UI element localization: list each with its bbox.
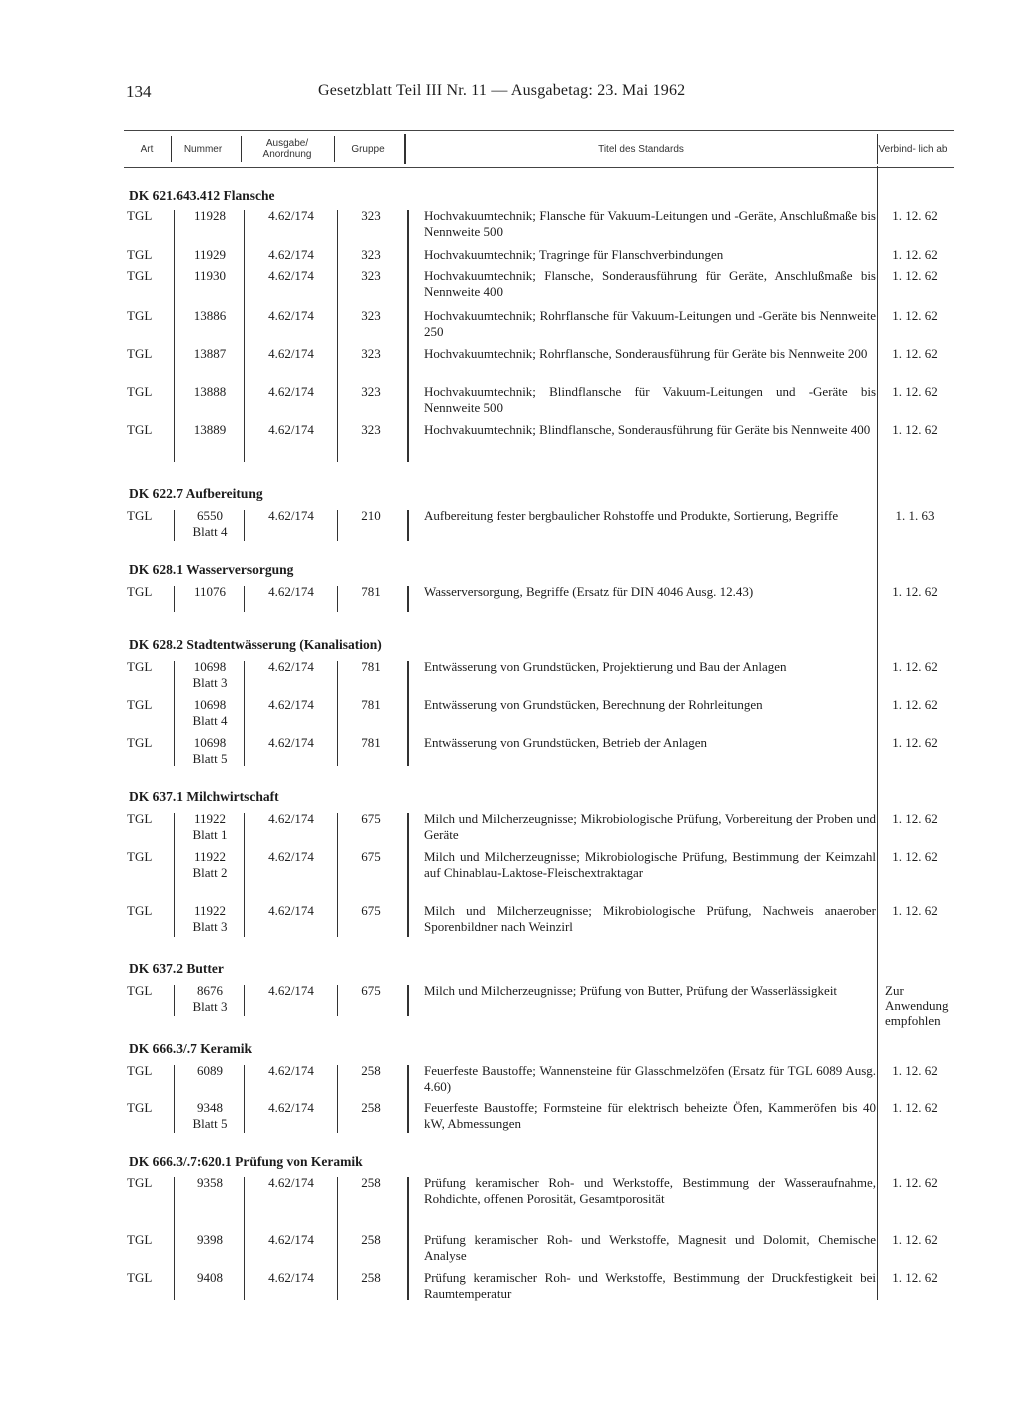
cell-art: TGL [127,508,153,523]
cell-ausgabe: 4.62/174 [268,346,314,361]
cell-gruppe: 258 [361,1100,381,1115]
cell-nummer: 8676 [197,983,223,998]
column-rule [337,985,338,1016]
cell-gruppe: 258 [361,1232,381,1247]
column-rule [174,510,175,541]
column-rule [244,586,245,612]
cell-titel: Prüfung keramischer Roh- und Werkstoffe, Bestimmung der Wasseraufnahme, Rohdichte, offenen Porosität, Gesamtporosität [424,1175,876,1206]
cell-art: TGL [127,811,153,826]
cell-gruppe: 323 [361,308,381,323]
cell-verbindlich: 1. 12. 62 [892,1232,938,1247]
cell-verbindlich: 1. 12. 62 [892,1175,938,1190]
column-rule [244,510,245,541]
cell-blatt: Blatt 3 [192,675,228,690]
cell-gruppe: 323 [361,247,381,262]
cell-ausgabe: 4.62/174 [268,659,314,674]
col-nummer: Nummer [183,143,223,155]
cell-verbindlich: 1. 12. 62 [892,422,938,437]
cell-blatt: Blatt 5 [192,1116,228,1131]
cell-art: TGL [127,247,153,262]
cell-nummer: 9408 [197,1270,223,1285]
column-rule [407,661,409,766]
cell-titel: Entwässerung von Grundstücken, Berechnung der Rohrleitungen [424,697,763,712]
column-rule [407,510,409,541]
cell-blatt: Blatt 5 [192,751,228,766]
cell-nummer: 13888 [193,384,227,399]
cell-ausgabe: 4.62/174 [268,811,314,826]
cell-verbindlich: 1. 12. 62 [892,1100,938,1115]
cell-titel: Hochvakuumtechnik; Rohrflansche, Sonderausführung für Geräte bis Nennweite 200 [424,346,868,361]
page-title: Gesetzblatt Teil III Nr. 11 — Ausgabetag: 23. Mai 1962 [318,82,686,99]
cell-verbindlich: 1. 12. 62 [892,659,938,674]
cell-verbindlich: 1. 12. 62 [892,308,938,323]
column-rule [174,813,175,937]
section-heading: DK 637.1 Milchwirtschaft [129,789,279,804]
header-rule [241,136,242,162]
column-rule [244,210,245,462]
column-rule [407,813,409,937]
column-rule [407,586,409,612]
cell-nummer: 9358 [197,1175,223,1190]
section-heading: DK 621.643.412 Flansche [129,188,275,203]
cell-titel: Milch und Milcherzeugnisse; Mikrobiologische Prüfung, Nachweis anaerober Sporenbildner nach Weinzirl [424,903,876,934]
cell-nummer: 10698 [193,697,227,712]
column-rule [244,1177,245,1300]
cell-art: TGL [127,308,153,323]
cell-titel: Milch und Milcherzeugnisse; Mikrobiologische Prüfung, Vorbereitung der Proben und Geräte [424,811,876,842]
cell-art: TGL [127,584,153,599]
cell-verbindlich: 1. 12. 62 [892,268,938,283]
cell-ausgabe: 4.62/174 [268,697,314,712]
cell-nummer: 11922 [193,903,227,918]
cell-nummer: 11076 [193,584,227,599]
cell-gruppe: 210 [361,508,381,523]
cell-art: TGL [127,697,153,712]
cell-blatt: Blatt 3 [192,919,228,934]
cell-nummer: 11930 [193,268,227,283]
section-heading: DK 622.7 Aufbereitung [129,486,263,501]
cell-titel: Hochvakuumtechnik; Blindflansche für Vakuum-Leitungen und -Geräte bis Nennweite 500 [424,384,876,415]
column-rule [337,586,338,612]
cell-verbindlich: 1. 12. 62 [892,346,938,361]
cell-ausgabe: 4.62/174 [268,308,314,323]
column-rule [244,985,245,1016]
cell-blatt: Blatt 2 [192,865,228,880]
header-rule [877,134,878,164]
cell-nummer: 11922 [193,849,227,864]
column-rule [244,661,245,766]
cell-art: TGL [127,983,153,998]
cell-ausgabe: 4.62/174 [268,384,314,399]
cell-gruppe: 258 [361,1175,381,1190]
cell-nummer: 13887 [193,346,227,361]
cell-ausgabe: 4.62/174 [268,983,314,998]
cell-verbindlich: 1. 12. 62 [892,247,938,262]
column-rule [407,985,409,1016]
cell-ausgabe: 4.62/174 [268,1270,314,1285]
cell-art: TGL [127,1232,153,1247]
cell-nummer: 11922 [193,811,227,826]
cell-titel: Milch und Milcherzeugnisse; Prüfung von Butter, Prüfung der Wasserlässigkeit [424,983,838,998]
cell-titel: Hochvakuumtechnik; Blindflansche, Sonderausführung für Geräte bis Nennweite 400 [424,422,871,437]
cell-verbindlich: 1. 12. 62 [892,811,938,826]
column-rule [407,210,409,462]
cell-art: TGL [127,422,153,437]
cell-ausgabe: 4.62/174 [268,903,314,918]
cell-ausgabe: 4.62/174 [268,1063,314,1078]
cell-titel: Hochvakuumtechnik; Rohrflansche für Vakuum-Leitungen und -Geräte bis Nennweite 250 [424,308,876,339]
section-heading: DK 666.3/.7:620.1 Prüfung von Keramik [129,1154,363,1169]
cell-art: TGL [127,268,153,283]
cell-gruppe: 258 [361,1270,381,1285]
cell-nummer: 9348 [197,1100,223,1115]
cell-gruppe: 781 [361,659,381,674]
col-verbindlich: Verbind- lich ab [878,143,948,155]
cell-nummer: 10698 [193,735,227,750]
column-rule [337,510,338,541]
column-rule [337,661,338,766]
cell-art: TGL [127,346,153,361]
cell-titel: Hochvakuumtechnik; Tragringe für Flanschverbindungen [424,247,724,262]
cell-titel: Prüfung keramischer Roh- und Werkstoffe, Bestimmung der Druckfestigkeit bei Raumtemperatur [424,1270,876,1301]
cell-nummer: 11929 [193,247,227,262]
section-heading: DK 637.2 Butter [129,961,224,976]
column-rule [174,661,175,766]
section-heading: DK 666.3/.7 Keramik [129,1041,252,1056]
cell-nummer: 11928 [193,208,227,223]
cell-gruppe: 781 [361,584,381,599]
column-rule [407,1065,409,1133]
cell-art: TGL [127,1175,153,1190]
cell-ausgabe: 4.62/174 [268,208,314,223]
column-rule [174,1177,175,1300]
cell-gruppe: 323 [361,268,381,283]
column-rule [174,210,175,462]
header-rule [171,136,172,162]
cell-verbindlich: 1. 12. 62 [892,384,938,399]
column-rule [337,1177,338,1300]
cell-art: TGL [127,659,153,674]
cell-verbindlich: 1. 1. 63 [895,508,935,523]
cell-ausgabe: 4.62/174 [268,735,314,750]
cell-gruppe: 675 [361,849,381,864]
cell-ausgabe: 4.62/174 [268,268,314,283]
verbindlich-rule [877,166,878,1300]
column-rule [337,813,338,937]
cell-verbindlich: 1. 12. 62 [892,584,938,599]
column-rule [407,1177,409,1300]
cell-verbindlich: 1. 12. 62 [892,849,938,864]
cell-verbindlich: 1. 12. 62 [892,208,938,223]
cell-gruppe: 323 [361,422,381,437]
cell-gruppe: 323 [361,346,381,361]
column-rule [337,1065,338,1133]
cell-verbindlich: Zur Anwendung empfohlen [885,983,949,1028]
column-rule [174,586,175,612]
cell-titel: Prüfung keramischer Roh- und Werkstoffe, Magnesit und Dolomit, Chemische Analyse [424,1232,876,1263]
cell-nummer: 13886 [193,308,227,323]
cell-titel: Entwässerung von Grundstücken, Projektierung und Bau der Anlagen [424,659,787,674]
cell-gruppe: 675 [361,811,381,826]
cell-art: TGL [127,903,153,918]
column-rule [244,813,245,937]
cell-gruppe: 323 [361,208,381,223]
cell-ausgabe: 4.62/174 [268,1232,314,1247]
cell-blatt: Blatt 4 [192,713,228,728]
cell-ausgabe: 4.62/174 [268,849,314,864]
cell-titel: Hochvakuumtechnik; Flansche für Vakuum-Leitungen und -Geräte, Anschlußmaße bis Nennweite 500 [424,208,876,239]
cell-art: TGL [127,1100,153,1115]
cell-gruppe: 675 [361,903,381,918]
cell-ausgabe: 4.62/174 [268,1175,314,1190]
cell-verbindlich: 1. 12. 62 [892,735,938,750]
cell-verbindlich: 1. 12. 62 [892,697,938,712]
header-rule [404,134,406,164]
cell-verbindlich: 1. 12. 62 [892,1270,938,1285]
cell-titel: Milch und Milcherzeugnisse; Mikrobiologische Prüfung, Bestimmung der Keimzahl auf Chinablau-Laktose-Fleischextraktagar [424,849,876,880]
cell-nummer: 10698 [193,659,227,674]
cell-verbindlich: 1. 12. 62 [892,903,938,918]
cell-ausgabe: 4.62/174 [268,247,314,262]
cell-nummer: 13889 [193,422,227,437]
cell-verbindlich: 1. 12. 62 [892,1063,938,1078]
column-rule [174,985,175,1016]
page-number: 134 [126,82,152,101]
cell-ausgabe: 4.62/174 [268,422,314,437]
cell-art: TGL [127,849,153,864]
cell-blatt: Blatt 4 [192,524,228,539]
col-gruppe: Gruppe [351,143,385,155]
cell-art: TGL [127,208,153,223]
section-heading: DK 628.1 Wasserversorgung [129,562,294,577]
column-rule [244,1065,245,1133]
cell-ausgabe: 4.62/174 [268,1100,314,1115]
col-art: Art [140,143,154,155]
col-titel: Titel des Standards [598,143,684,155]
section-heading: DK 628.2 Stadtentwässerung (Kanalisation) [129,637,382,652]
column-rule [174,1065,175,1133]
cell-blatt: Blatt 3 [192,999,228,1014]
cell-art: TGL [127,735,153,750]
column-header-row [124,130,954,168]
cell-gruppe: 323 [361,384,381,399]
cell-ausgabe: 4.62/174 [268,584,314,599]
cell-titel: Wasserversorgung, Begriffe (Ersatz für DIN 4046 Ausg. 12.43) [424,584,754,599]
column-rule [337,210,338,462]
cell-titel: Aufbereitung fester bergbaulicher Rohstoffe und Produkte, Sortierung, Begriffe [424,508,839,523]
header-rule [334,136,335,162]
cell-titel: Entwässerung von Grundstücken, Betrieb der Anlagen [424,735,708,750]
cell-nummer: 6550 [197,508,223,523]
cell-nummer: 6089 [197,1063,223,1078]
cell-art: TGL [127,1270,153,1285]
cell-gruppe: 781 [361,735,381,750]
cell-art: TGL [127,384,153,399]
cell-blatt: Blatt 1 [192,827,228,842]
cell-art: TGL [127,1063,153,1078]
col-ausgabe: Ausgabe/ Anordnung [262,138,312,160]
cell-gruppe: 781 [361,697,381,712]
cell-gruppe: 258 [361,1063,381,1078]
cell-titel: Feuerfeste Baustoffe; Wannensteine für Glasschmelzöfen (Ersatz für TGL 6089 Ausg. 4.60) [424,1063,876,1094]
cell-titel: Feuerfeste Baustoffe; Formsteine für elektrisch beheizte Öfen, Kammeröfen bis 40 kW, Abmessungen [424,1100,876,1131]
cell-gruppe: 675 [361,983,381,998]
cell-titel: Hochvakuumtechnik; Flansche, Sonderausführung für Geräte, Anschlußmaße bis Nennweite 400 [424,268,876,299]
cell-nummer: 9398 [197,1232,223,1247]
cell-ausgabe: 4.62/174 [268,508,314,523]
